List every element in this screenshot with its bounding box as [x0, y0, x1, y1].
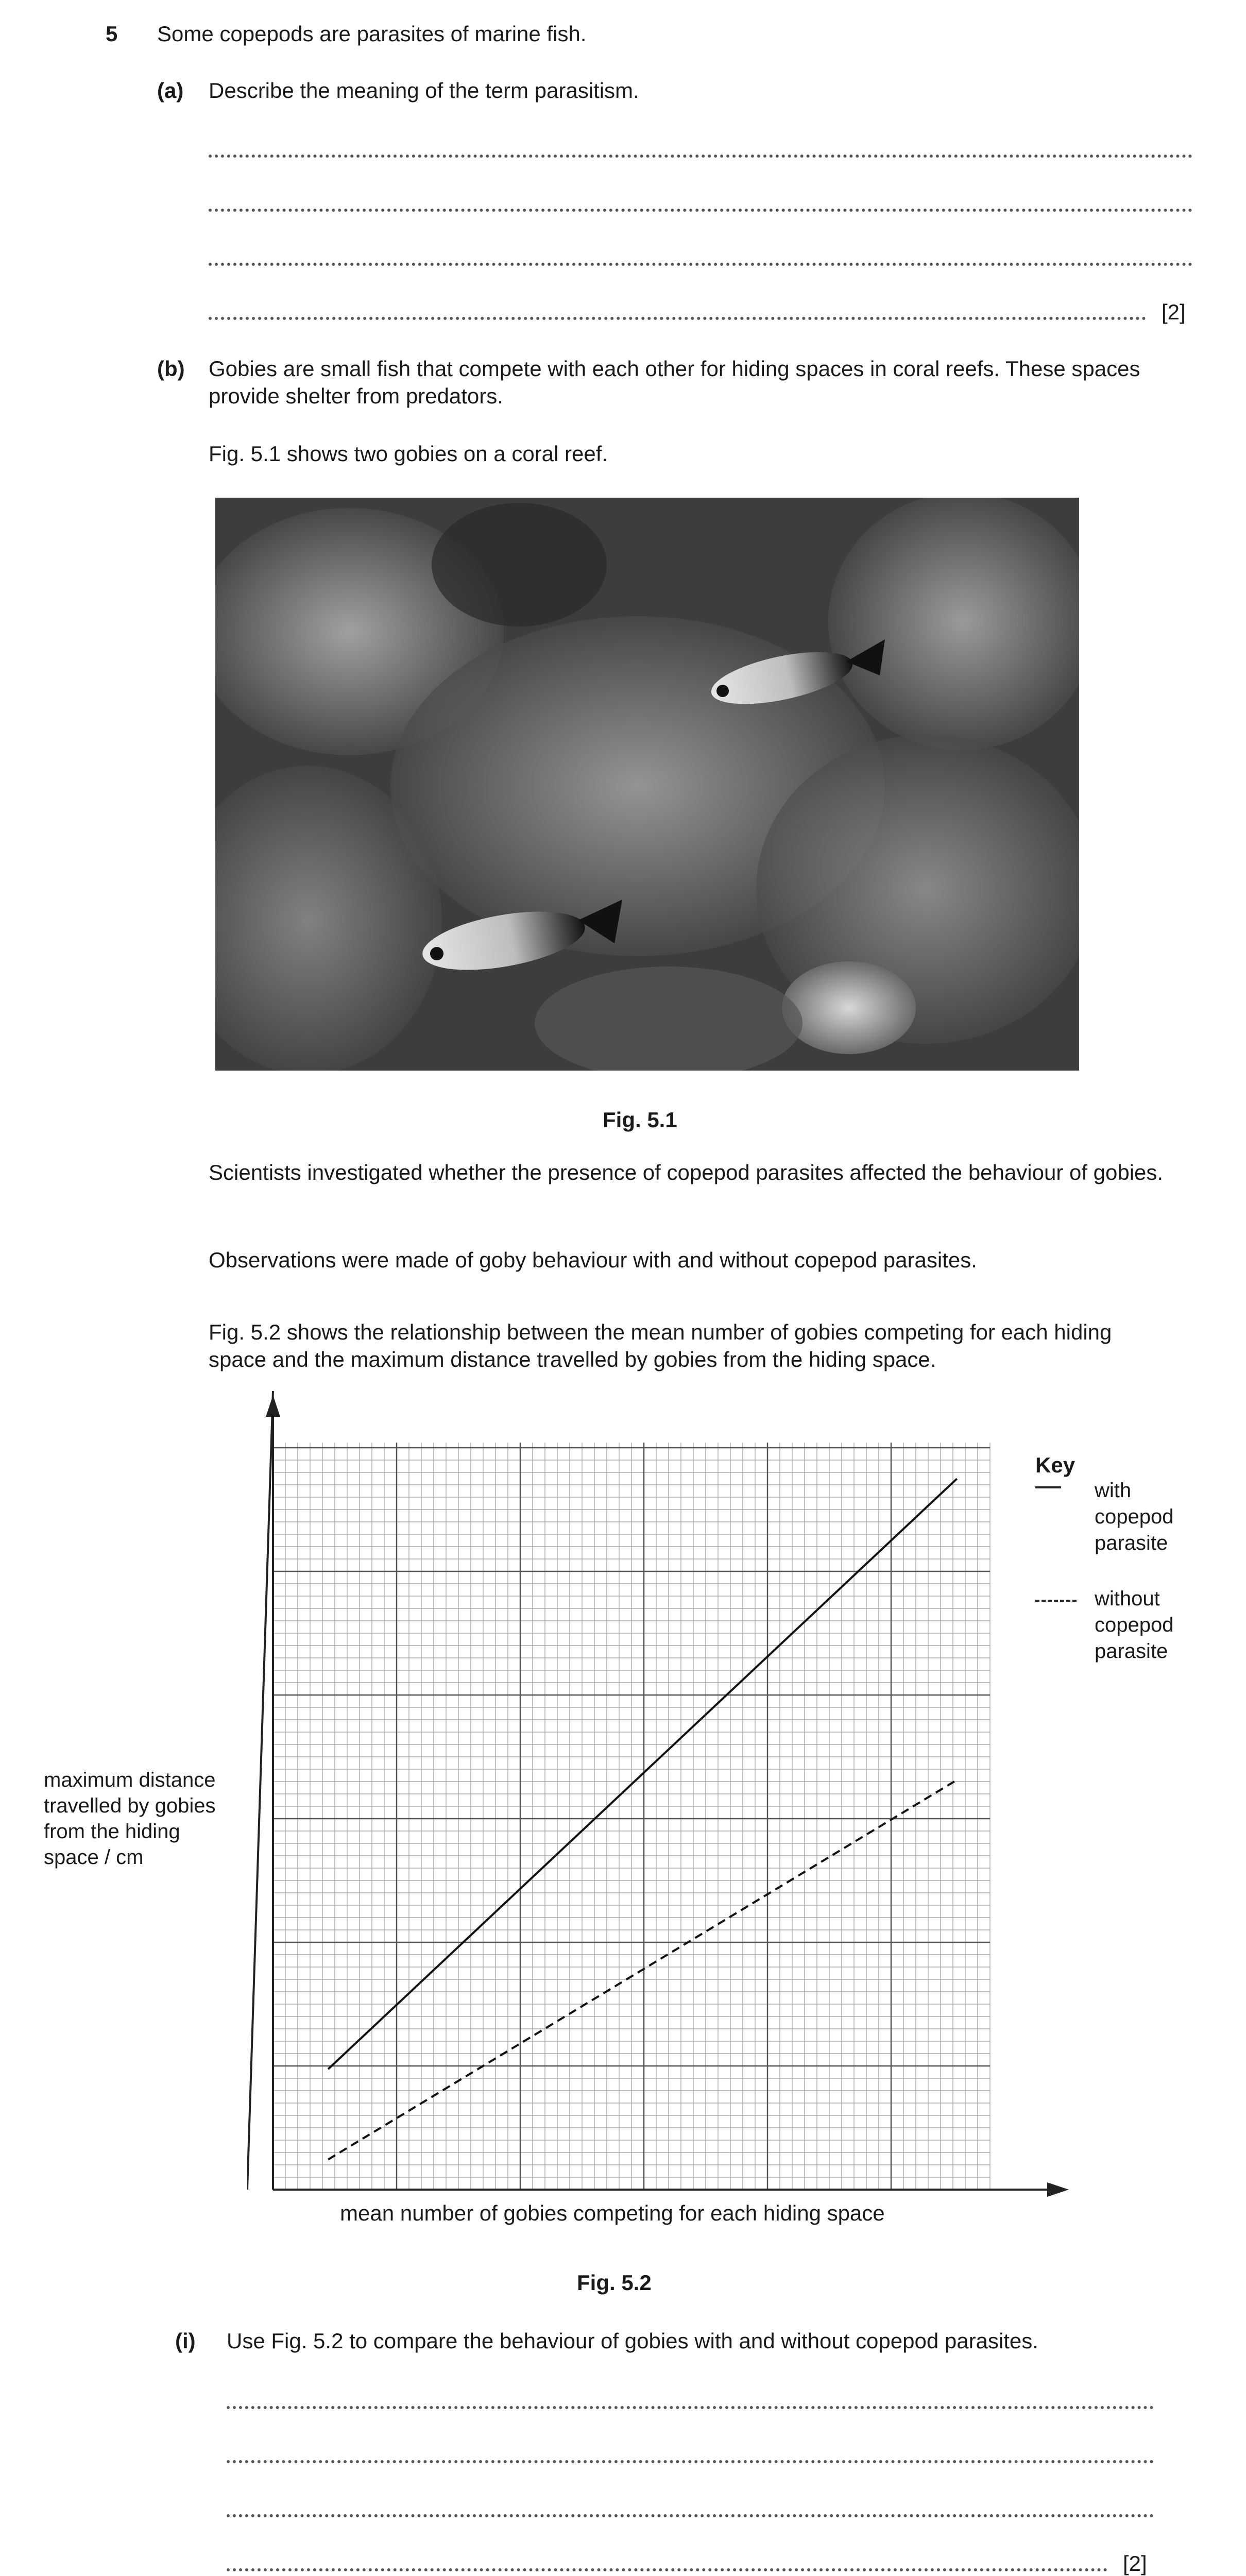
marks-b-i: [2]: [1123, 2551, 1147, 2575]
answer-line-a2[interactable]: [209, 209, 1192, 212]
goby-photo: [215, 498, 1079, 1071]
coral-reef-photo-svg: [215, 498, 1079, 1071]
fig2-intro: Fig. 5.2 shows the relationship between the mean number of gobies competing for each hiding space and the maximum distance travelled by gobies from the hiding space.: [209, 1320, 1112, 1371]
answer-line-bi2[interactable]: [227, 2460, 1154, 2463]
fig2-caption: Fig. 5.2: [577, 2270, 652, 2295]
answer-line-bi3[interactable]: [227, 2514, 1154, 2517]
answer-line-a1[interactable]: [209, 155, 1192, 158]
chart-y-axis: [247, 1391, 273, 2190]
question-intro: Some copepods are parasites of marine fish.: [157, 22, 587, 46]
chart-x-axis-label: mean number of gobies competing for each hiding space: [340, 2201, 885, 2225]
part-b-label: (b): [157, 357, 185, 381]
fig1-caption: Fig. 5.1: [603, 1108, 677, 1132]
legend-swatch-solid: [1035, 1486, 1061, 1488]
question-number: 5: [106, 22, 118, 46]
investigation-text: Scientists investigated whether the presence of copepod parasites affected the behaviour of gobies.: [209, 1160, 1164, 1184]
legend-title: Key: [1035, 1453, 1076, 1477]
chart-y-axis-label: maximum distance travelled by gobies from the hiding space / cm: [44, 1769, 216, 1869]
chart-x-arrow: [1047, 2182, 1069, 2197]
part-a-question: Describe the meaning of the term parasitism.: [209, 78, 639, 103]
legend-label-without: without copepod parasite: [1095, 1587, 1174, 1663]
fig1-intro: Fig. 5.1 shows two gobies on a coral reef.: [209, 442, 608, 466]
legend-swatch-dashed: [1035, 1600, 1077, 1602]
observations-text: Observations were made of goby behaviour with and without copepod parasites.: [209, 1248, 977, 1272]
marks-a: [2]: [1162, 300, 1186, 324]
answer-line-a3[interactable]: [209, 263, 1192, 266]
part-b-text: Gobies are small fish that compete with each other for hiding spaces in coral reefs. These spaces provide shelter from predators.: [209, 357, 1140, 408]
answer-line-a4[interactable]: [209, 317, 1146, 320]
part-b-i-question: Use Fig. 5.2 to compare the behaviour of gobies with and without copepod parasites.: [227, 2329, 1038, 2353]
legend-label-with: with copepod parasite: [1095, 1479, 1174, 1554]
series-line-without-parasite: [328, 1780, 957, 2160]
chart-y-arrow: [266, 1395, 280, 1417]
answer-line-bi1[interactable]: [227, 2406, 1154, 2409]
fig-5-2-chart: [247, 1391, 1071, 2221]
part-b-i-label: (i): [175, 2329, 196, 2353]
chart-minor-grid: [273, 1443, 990, 2190]
series-line-with-parasite: [328, 1479, 957, 2069]
answer-line-bi4[interactable]: [227, 2568, 1107, 2571]
part-a-label: (a): [157, 78, 184, 103]
